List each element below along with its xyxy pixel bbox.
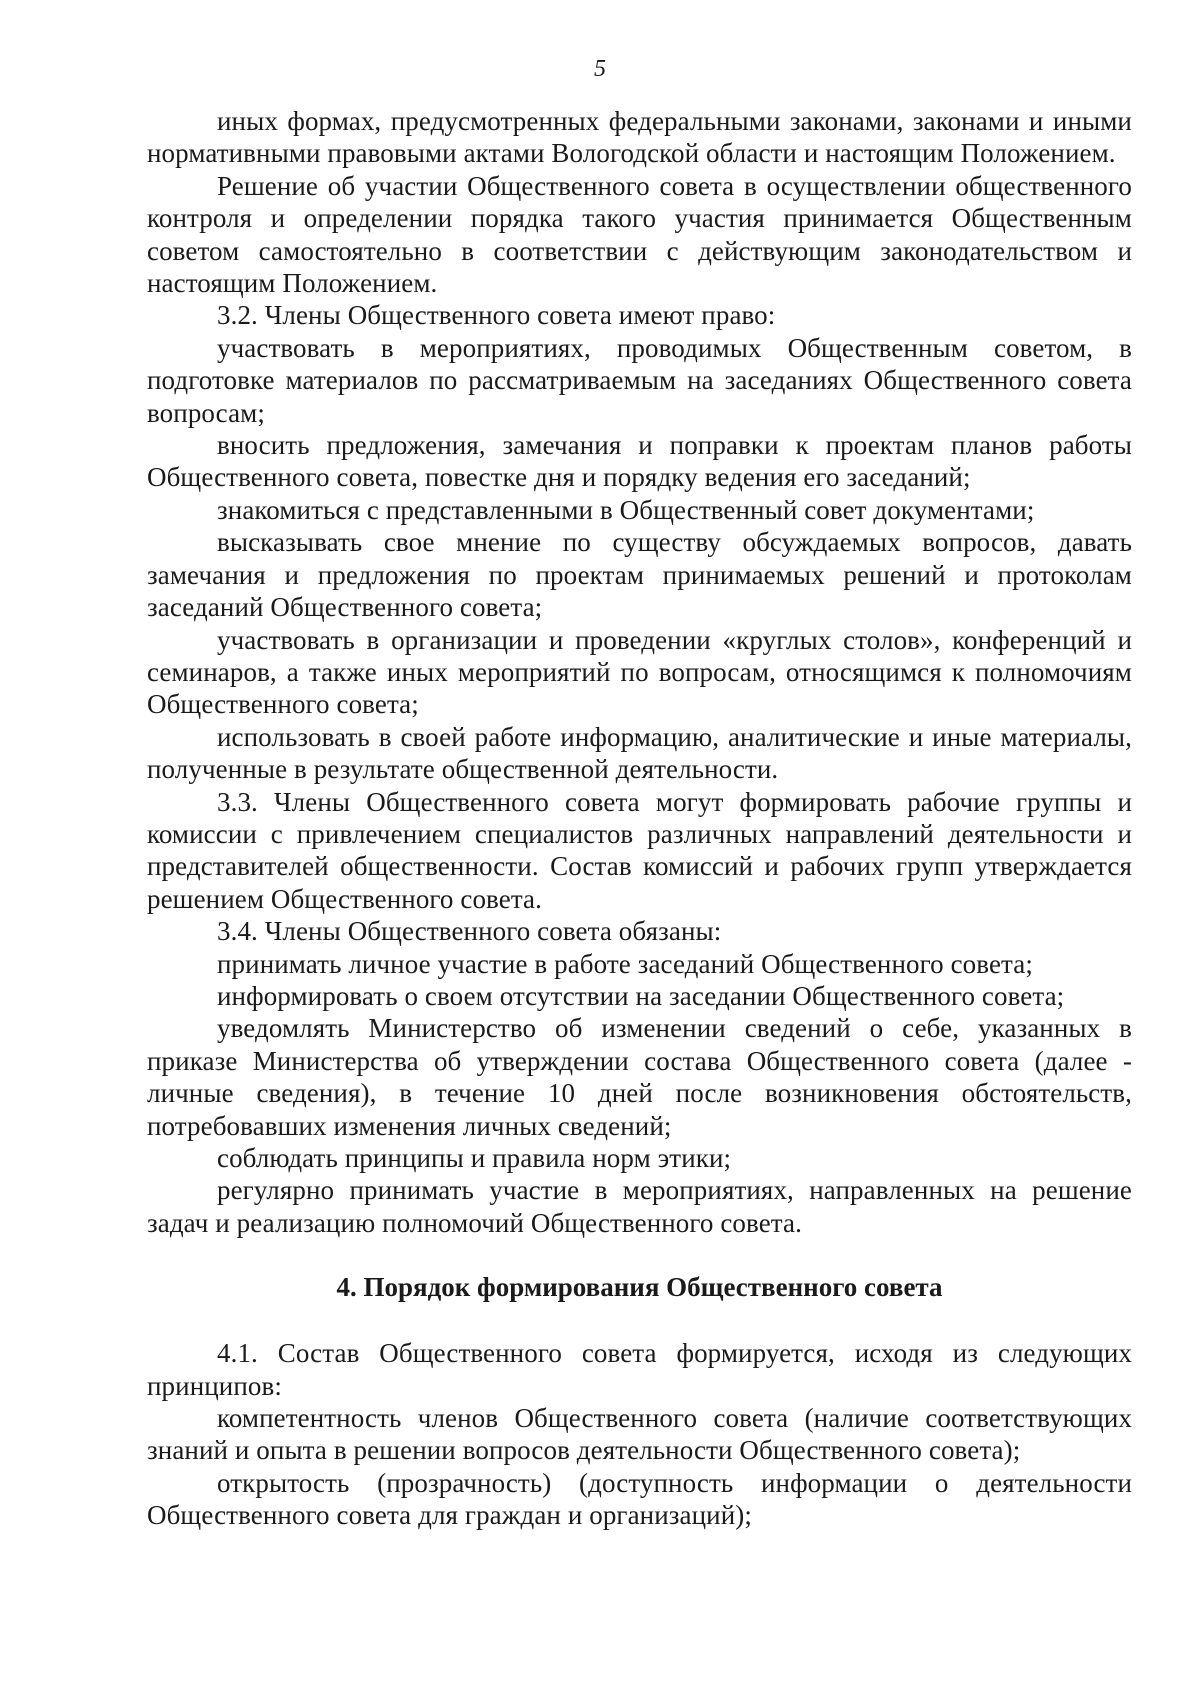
- paragraph: использовать в своей работе информацию, аналитические и иные материалы, полученные в результате общественной деятельности.: [147, 721, 1132, 785]
- paragraph: соблюдать принципы и правила норм этики;: [217, 1143, 732, 1173]
- paragraph: 3.2. Члены Общественного совета имеют право:: [217, 300, 776, 331]
- paragraph: участвовать в мероприятиях, проводимых Общественным советом, в подготовке материалов по рассматриваемым на заседаниях Общественного совета вопросам;: [147, 332, 1132, 428]
- paragraph: иных формах, предусмотренных федеральными законами, законами и иными нормативными правовыми актами Вологодской области и настоящим Положением.: [147, 106, 1132, 169]
- paragraphs-before-section: [147, 105, 1132, 1239]
- paragraph: принимать личное участие в работе заседаний Общественного совета;: [217, 948, 1033, 979]
- paragraph: информировать о своем отсутствии на заседании Общественного совета;: [217, 980, 1065, 1011]
- document-body: [147, 105, 1132, 1532]
- paragraph: Решение об участии Общественного совета в осуществлении общественного контроля и определении порядка такого участия принимается Общественным советом самостоятельно в соответствии с действующим законодательством и настоящим Положением.: [147, 170, 1132, 299]
- paragraph: открытость (прозрачность) (доступность информации о деятельности Общественного совета для граждан и организаций);: [147, 1467, 1132, 1531]
- paragraph: компетентность членов Общественного совета (наличие соответствующих знаний и опыта в решении вопросов деятельности Общественного совета);: [147, 1403, 1132, 1466]
- paragraph: уведомлять Министерство об изменении сведений о себе, указанных в приказе Министерства об утверждении состава Общественного совета (далее - личные сведения), в течение 10 дней после возникновения обстоятельств, потребовавших изменения личных сведений;: [147, 1013, 1132, 1141]
- paragraph: участвовать в организации и проведении «круглых столов», конференций и семинаров, а также иных мероприятий по вопросам, относящимся к полномочиям Общественного совета;: [147, 624, 1132, 720]
- section-title: 4. Порядок формирования Общественного совета: [336, 1272, 943, 1303]
- paragraph: регулярно принимать участие в мероприятиях, направленных на решение задач и реализацию полномочий Общественного совета.: [147, 1175, 1132, 1238]
- paragraph: высказывать свое мнение по существу обсуждаемых вопросов, давать замечания и предложения по проектам принимаемых решений и протоколам заседаний Общественного совета;: [147, 527, 1132, 623]
- paragraph: знакомиться с представленными в Общественный совет документами;: [217, 494, 1035, 525]
- paragraphs-after-section: [147, 1337, 1132, 1531]
- paragraph: 3.4. Члены Общественного совета обязаны:: [217, 916, 722, 947]
- page-number: 5: [594, 56, 606, 82]
- paragraph: вносить предложения, замечания и поправки к проектам планов работы Общественного совета, повестке дня и порядку ведения его заседаний;: [147, 430, 1132, 493]
- paragraph: 4.1. Состав Общественного совета формируется, исходя из следующих принципов:: [147, 1338, 1132, 1401]
- paragraph: 3.3. Члены Общественного совета могут формировать рабочие группы и комиссии с привлечением специалистов различных направлений деятельности и представителей общественности. Состав комиссий и рабочих групп утверждается решением Общественного совета.: [147, 786, 1132, 914]
